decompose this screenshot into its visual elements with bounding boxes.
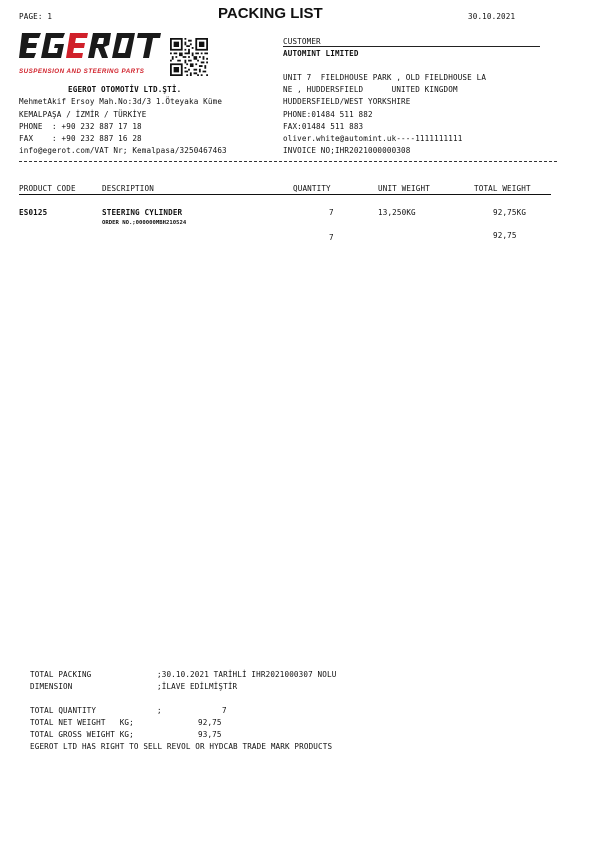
sender-web-vat: info@egerot.com/VAT Nr; Kemalpasa/3250467463 xyxy=(19,146,227,155)
customer-divider xyxy=(283,46,540,47)
net-weight-value: 92,75 xyxy=(198,718,222,727)
sender-phone: PHONE : +90 232 887 17 18 xyxy=(19,122,142,131)
sender-city: KEMALPAŞA / İZMİR / TÜRKİYE xyxy=(19,110,147,119)
row-unit-weight: 13,250KG xyxy=(378,208,416,217)
subtotal-quantity: 7 xyxy=(329,233,334,242)
subtotal-total-weight: 92,75 xyxy=(493,231,517,240)
total-quantity-value: 7 xyxy=(222,706,227,715)
row-order-number: ORDER NO.;000000MBH210524 xyxy=(102,220,187,226)
row-product-code: ES0125 xyxy=(19,208,48,217)
document-date: 30.10.2021 xyxy=(468,12,516,21)
gross-weight-label: TOTAL GROSS WEIGHT KG; xyxy=(30,730,134,739)
customer-address-line3: HUDDERSFIELD/WEST YORKSHIRE xyxy=(283,97,411,106)
column-header-description: DESCRIPTION xyxy=(102,184,154,193)
row-quantity: 7 xyxy=(329,208,334,217)
sender-company: EGEROT OTOMOTİV LTD.ŞTİ. xyxy=(68,85,182,94)
qr-code-icon xyxy=(170,38,208,76)
sender-address: MehmetAkif Ersoy Mah.No:3d/3 1.Öteyaka Küme xyxy=(19,97,223,106)
customer-address-line1: UNIT 7 FIELDHOUSE PARK , OLD FIELDHOUSE LA xyxy=(283,73,487,82)
column-header-unit-weight: UNIT WEIGHT xyxy=(378,184,430,193)
company-logo xyxy=(19,31,164,79)
total-quantity-separator: ; xyxy=(157,706,162,715)
column-header-total-weight: TOTAL WEIGHT xyxy=(474,184,531,193)
logo-tagline: SUSPENSION AND STEERING PARTS xyxy=(19,68,145,75)
trademark-notice: EGEROT LTD HAS RIGHT TO SELL REVOL OR HYDCAB TRADE MARK PRODUCTS xyxy=(30,742,333,751)
page-title: PACKING LIST xyxy=(218,5,323,22)
column-header-product-code: PRODUCT CODE xyxy=(19,184,76,193)
invoice-number: INVOICE NO;IHR2021000000308 xyxy=(283,146,411,155)
table-header-rule xyxy=(19,194,551,195)
row-description: STEERING CYLINDER xyxy=(102,208,183,217)
page-number: PAGE: 1 xyxy=(19,12,53,21)
customer-address-line2: NE , HUDDERSFIELD UNITED KINGDOM xyxy=(283,85,458,94)
customer-phone: PHONE:01484 511 882 xyxy=(283,110,373,119)
gross-weight-value: 93,75 xyxy=(198,730,222,739)
sender-fax: FAX : +90 232 887 16 28 xyxy=(19,134,142,143)
total-packing-value: ;30.10.2021 TARİHLİ IHR2021000307 NOLU xyxy=(157,670,337,679)
dimension-value: ;İLAVE EDİLMİŞTİR xyxy=(157,682,238,691)
customer-label: CUSTOMER xyxy=(283,37,321,46)
customer-name: AUTOMINT LIMITED xyxy=(283,49,359,58)
net-weight-label: TOTAL NET WEIGHT KG; xyxy=(30,718,134,727)
row-total-weight: 92,75KG xyxy=(493,208,527,217)
column-header-quantity: QUANTITY xyxy=(293,184,331,193)
total-packing-label: TOTAL PACKING xyxy=(30,670,92,679)
customer-email: oliver.white@automint.uk----1111111111 xyxy=(283,134,463,143)
total-quantity-label: TOTAL QUANTITY xyxy=(30,706,97,715)
header-separator xyxy=(19,161,557,162)
dimension-label: DIMENSION xyxy=(30,682,73,691)
customer-fax: FAX:01484 511 883 xyxy=(283,122,364,131)
